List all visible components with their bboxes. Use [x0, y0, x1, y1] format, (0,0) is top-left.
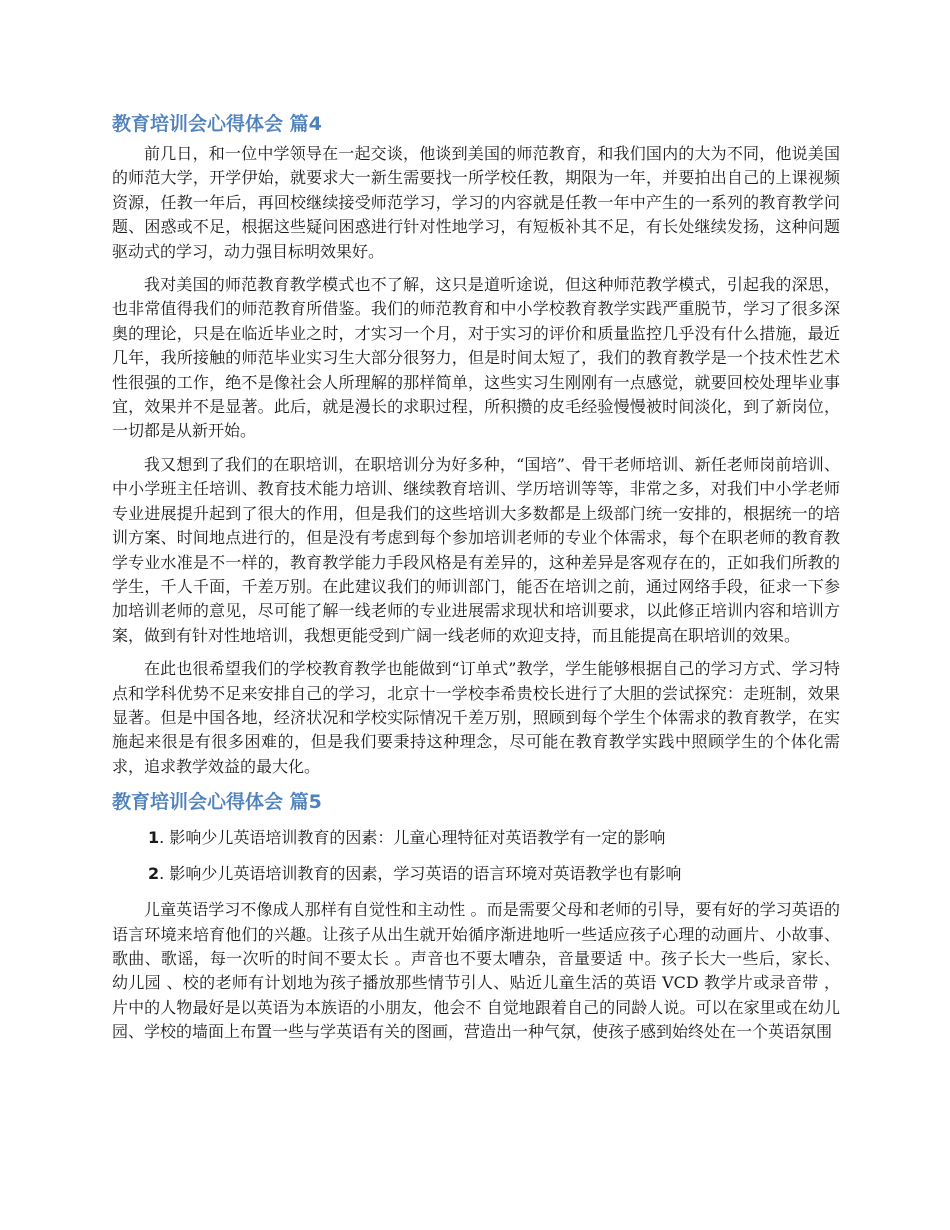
section-4-heading: 教育培训会心得体会 篇4 — [112, 113, 322, 135]
document-page — [112, 110, 840, 1054]
numbered-item-2-text: . 影响少儿英语培训教育的因素，学习英语的语言环境对英语教学也有影响 — [159, 864, 682, 884]
numbered-item-1 — [112, 826, 840, 850]
numbered-item-1-text: . 影响少儿英语培训教育的因素：儿童心理特征对英语教学有一定的影响 — [159, 828, 666, 848]
section-4-paragraph-4: 在此也很希望我们的学校教育教学也能做到“订单式”教学，学生能够根据自己的学习方式、学习特点和学科优势不足来安排自己的学习，北京十一学校李希贵校长进行了大胆的尝试探究：走班制，效果显著。但是中国各地，经济状况和学校实际情况千差万别，照顾到每个学生个体需求的教育教学，在实施起来很是有很多困难的，但是我们要秉持这种理念，尽可能在教育教学实践中照顾学生的个体化需求，追求教学效益的最大化。 — [112, 659, 840, 776]
section-4-paragraph-2: 我对美国的师范教育教学模式也不了解，这只是道听途说，但这种师范教学模式，引起我的深思，也非常值得我们的师范教育所借鉴。我们的师范教育和中小学校教育教学实践严重脱节，学习了很多深奥的理论，只是在临近毕业之时，才实习一个月，对于实习的评价和质量监控几乎没有什么措施，最近几年，我所接触的师范毕业实习生大部分很努力，但是时间太短了，我们的教育教学是一个技术性艺术性很强的工作，绝不是像社会人所理解的那样简单，这些实习生刚刚有一点感觉，就要回校处理毕业事宜，效果并不是显著。此后，就是漫长的求职过程，所积攒的皮毛经验慢慢被时间淡化，到了新岗位，一切都是从新开始。 — [112, 275, 840, 441]
section-5-heading: 教育培训会心得体会 篇5 — [112, 791, 322, 814]
numbered-item-2 — [112, 862, 840, 886]
section-4-paragraph-1: 前几日，和一位中学领导在一起交谈，他谈到美国的师范教育，和我们国内的大为不同，他说美国的师范大学，开学伊始，就要求大一新生需要找一所学校任教，期限为一年，并要拍出自己的上课视频资源，任教一年后，再回校继续接受师范学习，学习的内容就是任教一年中产生的一系列的教育教学问题、困惑或不足，根据这些疑问困惑进行针对性地学习，有短板补其不足，有长处继续发扬，这种问题驱动式的学习，动力强目标明效果好。 — [112, 144, 840, 261]
numbered-item-2-number: 2 — [148, 864, 160, 884]
numbered-item-1-number: 1 — [148, 828, 160, 848]
section-5-paragraph-1: 儿童英语学习不像成人那样有自觉性和主动性 。而是需要父母和老师的引导，要有好的学习英语的语言环境来培育他们的兴趣。让孩子从出生就开始循序渐进地听一些适应孩子心理的动画片、小故事、歌曲、歌谣，每一次听的时间不要太长 。声音也不要太嘈杂，音量要适 中。孩子长大一些后，家长、幼儿园 、校的老师有计划地为孩子播放那些情节引人、贴近儿童生活的英语 VCD 教学片或录音带 ，片中的人物最好是以英语为本族语的小朋友，他会不 自觉地跟着自己的同龄人说。可以在家里或在幼儿园、学校的墙面上布置一些与学英语有关的图画，营造出一种气氛，使孩子感到始终处在一个英语氛围 — [112, 900, 840, 1042]
section-4-paragraph-3: 我又想到了我们的在职培训，在职培训分为好多种，“国培”、骨干老师培训、新任老师岗前培训、中小学班主任培训、教育技术能力培训、继续教育培训、学历培训等等，非常之多，对我们中小学老师专业进展提升起到了很大的作用，但是我们的这些培训大多数都是上级部门统一安排的，根据统一的培训方案、时间地点进行的，但是没有考虑到每个参加培训老师的专业个体需求，每个在职老师的教育教学专业水准是不一样的，教育教学能力手段风格是有差异的，这种差异是客观存在的，正如我们所教的学生，千人千面，千差万别。在此建议我们的师训部门，能否在培训之前，通过网络手段，征求一下参加培训老师的意见，尽可能了解一线老师的专业进展需求现状和培训要求，以此修正培训内容和培训方案，做到有针对性地培训，我想更能受到广阔一线老师的欢迎支持，而且能提高在职培训的效果。 — [112, 454, 840, 645]
